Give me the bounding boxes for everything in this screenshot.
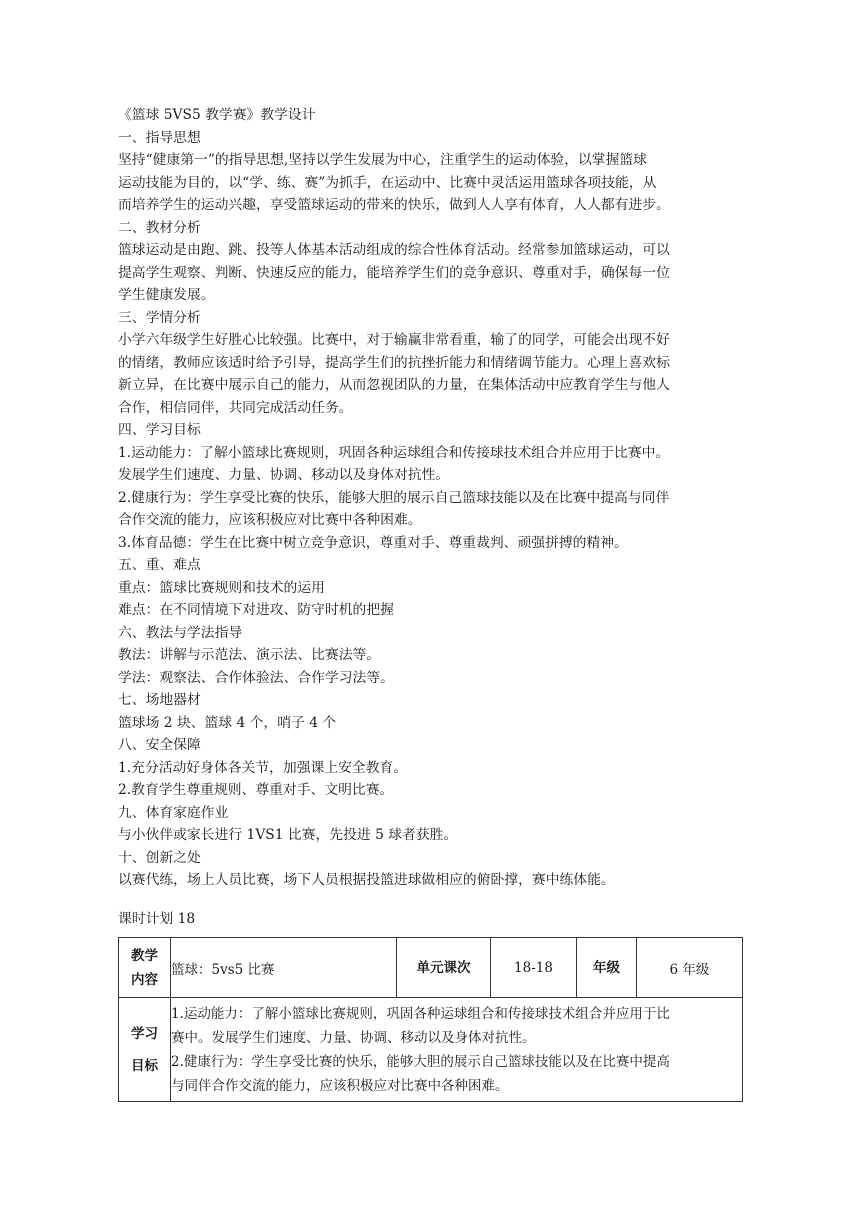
paragraph-line: 坚持“健康第一”的指导思想,坚持以学生发展为中心，注重学生的运动体验，以掌握篮球 xyxy=(118,152,647,168)
paragraph-line: 的情绪，教师应该适时给予引导，提高学生们的抗挫折能力和情绪调节能力。心理上喜欢标 xyxy=(118,354,670,371)
paragraph-line: 篮球运动是由跑、跳、投等人体基本活动组成的综合性体育活动。经常参加篮球运动，可以 xyxy=(118,242,670,258)
paragraph-line: 1.充分活动好身体各关节，加强课上安全教育。 xyxy=(118,759,408,776)
section-heading: 六、教法与学法指导 xyxy=(118,624,243,641)
paragraph-line: 1.运动能力：了解小篮球比赛规则，巩固各种运球组合和传接球技术组合并应用于比赛中。 xyxy=(118,444,670,461)
learning-objectives-value xyxy=(171,998,743,1102)
table-caption: 课时计划 18 xyxy=(118,910,196,927)
paragraph-line: 篮球场 2 块、篮球 4 个，哨子 4 个 xyxy=(118,714,337,731)
paragraph-line: 而培养学生的运动兴趣，享受篮球运动的带来的快乐，做到人人享有体育，人人都有进步。 xyxy=(118,197,670,213)
lesson-plan-table xyxy=(118,937,743,1102)
header-label: 目标 xyxy=(131,1057,158,1074)
header-label: 内容 xyxy=(131,971,158,988)
section-heading: 八、安全保障 xyxy=(118,737,201,753)
spacer xyxy=(118,892,746,908)
header-cell-teaching-content xyxy=(119,938,171,998)
paragraph-line: 重点：篮球比赛规则和技术的运用 xyxy=(118,579,325,596)
paragraph-line: 运动技能为目的，以“学、练、赛”为抓手，在运动中、比赛中灵活运用篮球各项技能，从 xyxy=(118,174,657,191)
table-row xyxy=(119,938,743,998)
paragraph-line: 提高学生观察、判断、快速反应的能力，能培养学生们的竞争意识、尊重对手，确保每一位 xyxy=(118,264,670,281)
paragraph-line: 发展学生们速度、力量、协调、移动以及身体对抗性。 xyxy=(118,467,450,483)
paragraph-line: 2.教育学生尊重规则、尊重对手、文明比赛。 xyxy=(118,782,394,798)
header-label: 教学 xyxy=(131,947,158,964)
header-cell-learning-objectives xyxy=(119,998,171,1102)
header-cell-grade: 年级 xyxy=(577,938,637,998)
table-row xyxy=(119,998,743,1102)
document-body xyxy=(118,104,746,930)
paragraph-line: 与小伙伴或家长进行 1VS1 比赛，先投进 5 球者获胜。 xyxy=(118,827,458,843)
section-heading: 十、创新之处 xyxy=(118,849,201,866)
section-heading: 一、指导思想 xyxy=(118,129,201,146)
paragraph-line: 2.健康行为：学生享受比赛的快乐，能够大胆的展示自己篮球技能以及在比赛中提高与同伴 xyxy=(118,489,670,506)
teaching-content-value: 篮球：5vs5 比赛 xyxy=(171,938,397,998)
paragraph-line: 以赛代练，场上人员比赛，场下人员根据投篮进球做相应的俯卧撑，赛中练体能。 xyxy=(118,872,615,888)
paragraph-line: 合作，相信同伴，共同完成活动任务。 xyxy=(118,399,353,416)
objective-line: 与同伴合作交流的能力，应该积极应对比赛中各种困难。 xyxy=(171,1077,509,1094)
paragraph-line: 3.体育品德：学生在比赛中树立竞争意识，尊重对手、尊重裁判、顽强拼搏的精神。 xyxy=(118,534,628,551)
section-heading: 四、学习目标 xyxy=(118,422,201,438)
objective-line: 赛中。发展学生们速度、力量、协调、移动以及身体对抗性。 xyxy=(171,1029,536,1046)
paragraph-line: 教法：讲解与示范法、演示法、比赛法等。 xyxy=(118,647,381,663)
paragraph-line: 学生健康发展。 xyxy=(118,287,215,303)
section-heading: 九、体育家庭作业 xyxy=(118,804,229,821)
paragraph-line: 新立异，在比赛中展示自己的能力，从而忽视团队的力量，在集体活动中应教育学生与他人 xyxy=(118,377,670,393)
header-label: 学习 xyxy=(131,1025,158,1042)
unit-lesson-value: 18-18 xyxy=(491,938,577,998)
document-title: 《篮球 5VS5 教学赛》教学设计 xyxy=(118,107,316,123)
paragraph-line: 学法：观察法、合作体验法、合作学习法等。 xyxy=(118,669,394,686)
section-heading: 二、教材分析 xyxy=(118,219,201,236)
paragraph-line: 合作交流的能力，应该积极应对比赛中各种困难。 xyxy=(118,512,422,528)
section-heading: 七、场地器材 xyxy=(118,692,201,708)
paragraph-line: 小学六年级学生好胜心比较强。比赛中，对于输赢非常看重，输了的同学，可能会出现不好 xyxy=(118,332,670,348)
objective-line: 2.健康行为：学生享受比赛的快乐，能够大胆的展示自己篮球技能以及在比赛中提高 xyxy=(171,1053,670,1070)
grade-value: 6 年级 xyxy=(637,938,743,998)
header-cell-unit-lesson: 单元课次 xyxy=(397,938,491,998)
paragraph-line: 难点：在不同情境下对进攻、防守时机的把握 xyxy=(118,602,394,618)
section-heading: 五、重、难点 xyxy=(118,557,201,573)
section-heading: 三、学情分析 xyxy=(118,309,201,326)
objective-line: 1.运动能力：了解小篮球比赛规则，巩固各种运球组合和传接球技术组合并应用于比 xyxy=(171,1005,670,1022)
